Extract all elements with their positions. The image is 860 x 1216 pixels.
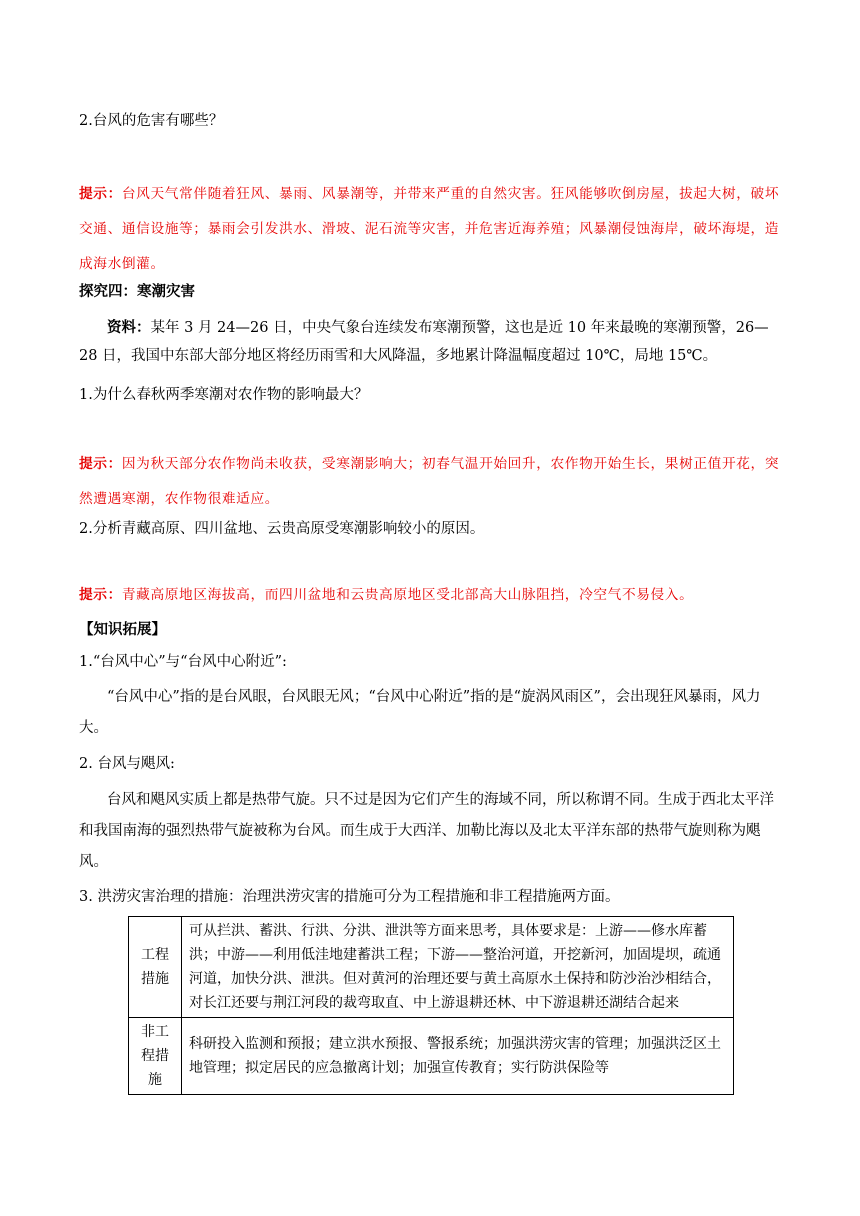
table-row-text: 可从拦洪、蓄洪、行洪、分洪、泄洪等方面来思考，具体要求是：上游——修水库蓄洪；中游——利用低洼地建蓄洪工程；下游——整治河道，开挖新河，加固堤坝，疏通河道，加快分洪、泄洪。但对黄河的治理还要与黄土高原水土保持和防沙治沙相结合，对长江还要与荆江河段的裁弯取直、中上游退耕还林、中下游退耕还湖结合起来 xyxy=(182,917,734,1018)
hint-label: 提示： xyxy=(79,587,122,603)
hint-spring-autumn xyxy=(79,447,783,517)
hint-text: 青藏高原地区海拔高，而四川盆地和云贵高原地区受北部高大山脉阻挡，冷空气不易侵入。 xyxy=(121,587,694,603)
extension-2-title: 2. 台风与飓风: xyxy=(79,756,175,772)
material-text: 某年 3 月 24—26 日，中央气象台连续发布寒潮预警，这也是近 10 年来最晚的寒潮预警，26—28 日，我国中东部大部分地区将经历雨雪和大风降温，多地累计降温幅度超过 10℃，局地 15℃。 xyxy=(79,320,769,364)
section-title-cold-wave: 探究四：寒潮灾害 xyxy=(79,284,195,300)
hint-label: 提示： xyxy=(79,456,122,472)
hint-typhoon-hazards xyxy=(79,177,783,282)
table-row xyxy=(129,1018,734,1095)
table-row-head: 非工程措施 xyxy=(129,1018,182,1095)
extension-3-title: 3. 洪涝灾害治理的措施：治理洪涝灾害的措施可分为工程措施和非工程措施两方面。 xyxy=(79,889,620,905)
question-spring-autumn: 1.为什么春秋两季寒潮对农作物的影响最大？ xyxy=(79,387,369,403)
extension-1-text: “台风中心”指的是台风眼，台风眼无风；“台风中心附近”指的是“旋涡风雨区”，会出现狂风暴雨，风力大。 xyxy=(79,689,761,736)
question-plateau-basin: 2.分析青藏高原、四川盆地、云贵高原受寒潮影响较小的原因。 xyxy=(79,521,485,537)
hint-text: 台风天气常伴随着狂风、暴雨、风暴潮等，并带来严重的自然灾害。狂风能够吹倒房屋，拔起大树，破坏交通、通信设施等；暴雨会引发洪水、滑坡、泥石流等灾害，并危害近海养殖；风暴潮侵蚀海岸，破坏海堤，造成海水倒灌。 xyxy=(79,186,780,272)
table-row-text: 科研投入监测和预报；建立洪水预报、警报系统；加强洪涝灾害的管理；加强洪泛区土地管理；拟定居民的应急撤离计划；加强宣传教育；实行防洪保险等 xyxy=(182,1018,734,1095)
material-label: 资料： xyxy=(107,320,151,336)
flood-measures-table xyxy=(128,916,734,1095)
hint-text: 因为秋天部分农作物尚未收获，受寒潮影响大；初春气温开始回升，农作物开始生长，果树正值开花，突然遭遇寒潮，农作物很难适应。 xyxy=(79,456,780,507)
hint-plateau-basin xyxy=(79,583,783,607)
material-paragraph xyxy=(79,314,783,370)
extension-1-title: 1.“台风中心”与“台风中心附近”: xyxy=(79,654,287,670)
table-row-head: 工程措施 xyxy=(129,917,182,1018)
hint-label: 提示： xyxy=(79,186,122,202)
extension-2-text: 台风和飓风实质上都是热带气旋。只不过是因为它们产生的海域不同，所以称谓不同。生成于西北太平洋和我国南海的强烈热带气旋被称为台风。而生成于大西洋、加勒比海以及北太平洋东部的热带气旋则称为飓风。 xyxy=(79,792,774,870)
table-row xyxy=(129,917,734,1018)
question-typhoon-hazards: 2.台风的危害有哪些？ xyxy=(79,113,224,129)
knowledge-extension-title: 【知识拓展】 xyxy=(79,622,166,638)
